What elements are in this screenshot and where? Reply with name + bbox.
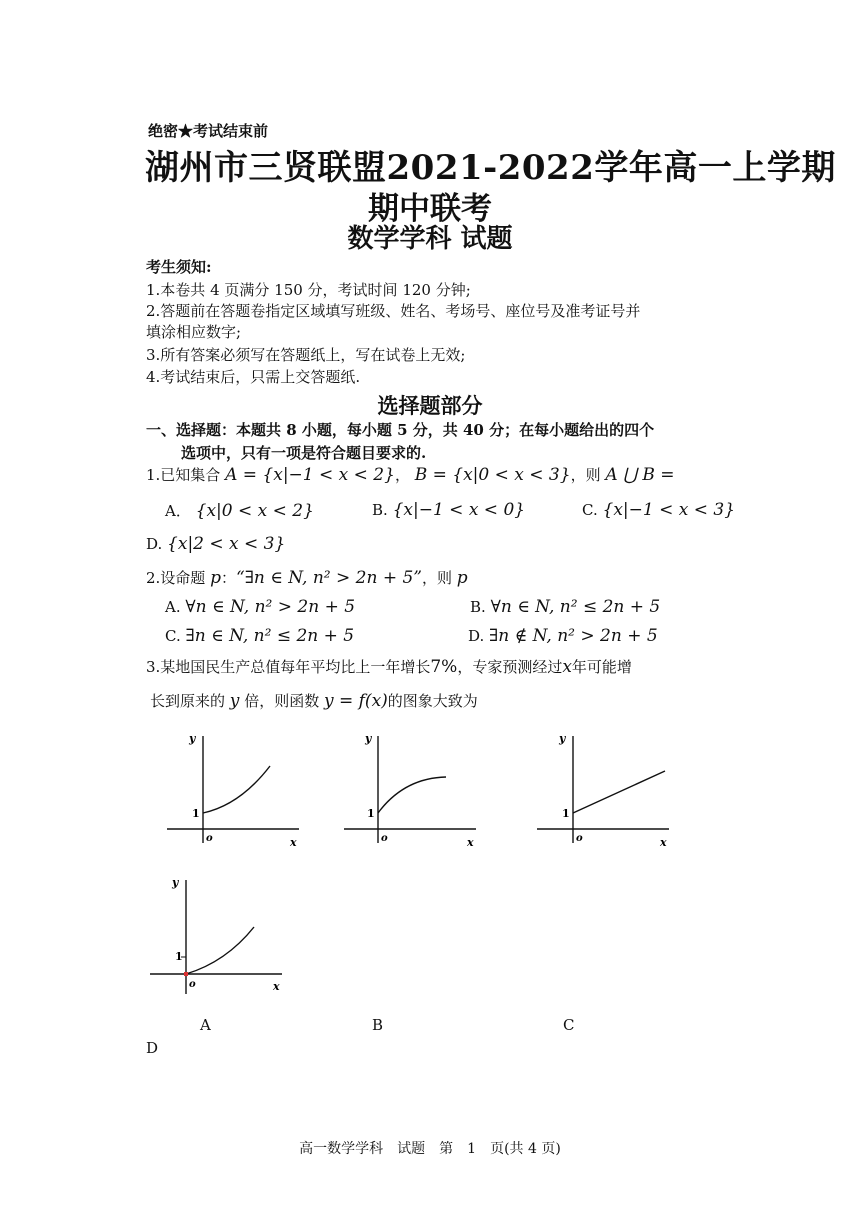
q2-prefix: 2.设命题 xyxy=(146,569,206,587)
q1-union: A ⋃ B = xyxy=(605,465,675,485)
option-text: {x|0 < x < 2} xyxy=(195,501,314,521)
curve xyxy=(203,766,270,813)
option-label: D. xyxy=(146,535,163,553)
origin-marker xyxy=(184,972,188,976)
exam-subject: 数学学科 试题 xyxy=(347,224,513,254)
q2-option-c xyxy=(165,626,354,646)
one-label: 1 xyxy=(192,807,200,820)
q3-text-d: 长到原来的 xyxy=(150,692,226,710)
x-label: x xyxy=(467,836,474,849)
q3-text-a: 3.某地国民生产总值每年平均比上一年增长 xyxy=(146,658,431,676)
q3-rate: 7% xyxy=(430,657,458,677)
q3-var-x: x xyxy=(562,657,572,677)
option-text: ∀n ∈ N, n² > 2n + 5 xyxy=(185,597,356,617)
q2-option-a xyxy=(165,597,355,617)
option-text: ∃n ∈ N, n² ≤ 2n + 5 xyxy=(185,626,355,646)
option-label: B. xyxy=(470,598,486,616)
q2-p: p xyxy=(210,568,221,588)
x-label: x xyxy=(273,980,280,993)
q1-option-c xyxy=(582,500,735,520)
q2-option-d xyxy=(468,626,658,646)
origin-label: o xyxy=(189,979,196,990)
option-text: {x|−1 < x < 3} xyxy=(602,500,736,520)
q1-option-a xyxy=(165,500,314,521)
q2-option-b xyxy=(470,597,660,617)
notice-item: 1.本卷共 4 页满分 150 分，考试时间 120 分钟; xyxy=(146,281,471,299)
graph-option-d xyxy=(148,872,288,1002)
q3-text-f: 的图象大致为 xyxy=(387,692,478,710)
one-label: 1 xyxy=(175,950,183,963)
part-instructions-cont: 选项中，只有一项是符合题目要求的. xyxy=(181,444,427,462)
graph-label-d: D xyxy=(146,1039,159,1057)
curve xyxy=(186,927,254,974)
section-title: 选择题部分 xyxy=(377,393,483,418)
q3-text-b: ，专家预测经过 xyxy=(457,658,563,676)
q1-then: ，则 xyxy=(570,466,601,484)
curve xyxy=(378,777,446,813)
origin-label: o xyxy=(381,833,388,844)
question-3-stem xyxy=(146,656,632,677)
y-label: y xyxy=(172,876,179,889)
q3-func: y = f(x) xyxy=(323,691,388,711)
notice-item: 填涂相应数字; xyxy=(146,323,242,341)
option-text: {x|−1 < x < 0} xyxy=(392,500,526,520)
question-1-stem xyxy=(146,464,675,485)
q1-option-b xyxy=(372,500,525,520)
q2-colon: ： xyxy=(220,569,236,587)
q1-set-a: A = {x|−1 < x < 2} xyxy=(225,465,395,485)
option-text: ∀n ∈ N, n² ≤ 2n + 5 xyxy=(490,597,661,617)
exam-title: 湖州市三贤联盟2021-2022学年高一上学期 xyxy=(145,148,836,188)
one-label: 1 xyxy=(367,807,375,820)
q1-sep: ， xyxy=(394,466,410,484)
graph-option-a xyxy=(165,728,305,853)
option-label: A. xyxy=(165,598,181,616)
q3-text-e: 倍，则函数 xyxy=(244,692,320,710)
notice-item: 4.考试结束后，只需上交答题纸. xyxy=(146,368,361,386)
option-text: {x|2 < x < 3} xyxy=(167,534,286,554)
option-label: C. xyxy=(165,627,181,645)
q1-option-d xyxy=(146,534,285,554)
q1-set-b: B = {x|0 < x < 3} xyxy=(414,465,571,485)
q1-prefix: 1.已知集合 xyxy=(146,466,221,484)
notice-heading: 考生须知: xyxy=(146,258,212,276)
origin-label: o xyxy=(576,833,583,844)
option-label: A． xyxy=(165,502,191,520)
option-label: B. xyxy=(372,501,388,519)
q3-var-y: y xyxy=(229,691,240,711)
question-2-stem xyxy=(146,567,468,588)
notice-item: 3.所有答案必须写在答题纸上，写在试卷上无效; xyxy=(146,346,466,364)
y-label: y xyxy=(559,732,566,745)
option-label: D. xyxy=(468,627,485,645)
graph-label-b: B xyxy=(372,1016,384,1034)
graph-option-c xyxy=(535,728,675,853)
graph-option-b xyxy=(342,728,482,853)
confidential-label: 绝密★考试结束前 xyxy=(148,122,269,140)
option-label: C. xyxy=(582,501,598,519)
question-3-stem-cont xyxy=(150,690,478,711)
y-label: y xyxy=(189,732,196,745)
graph-label-a: A xyxy=(200,1016,211,1034)
option-text: ∃n ∉ N, n² > 2n + 5 xyxy=(489,626,658,646)
exam-title-line2: 期中联考 xyxy=(368,191,492,227)
origin-label: o xyxy=(206,833,213,844)
q3-text-c: 年可能增 xyxy=(571,658,632,676)
q2-statement: “∃n ∈ N, n² > 2n + 5” xyxy=(236,568,422,588)
x-label: x xyxy=(660,836,667,849)
notice-item: 2.答题前在答题卷指定区域填写班级、姓名、考场号、座位号及准考证号并 xyxy=(146,302,641,320)
page-footer: 高一数学学科 试题 第 1 页(共 4 页) xyxy=(299,1141,561,1157)
x-label: x xyxy=(290,836,297,849)
graph-label-c: C xyxy=(563,1016,575,1034)
part-instructions: 一、选择题：本题共 8 小题，每小题 5 分，共 40 分；在每小题给出的四个 xyxy=(146,421,655,439)
q2-then: ，则 xyxy=(422,569,453,587)
one-label: 1 xyxy=(562,807,570,820)
line-graph xyxy=(573,771,665,813)
q2-neg-p: p xyxy=(456,568,468,588)
y-label: y xyxy=(365,732,372,745)
